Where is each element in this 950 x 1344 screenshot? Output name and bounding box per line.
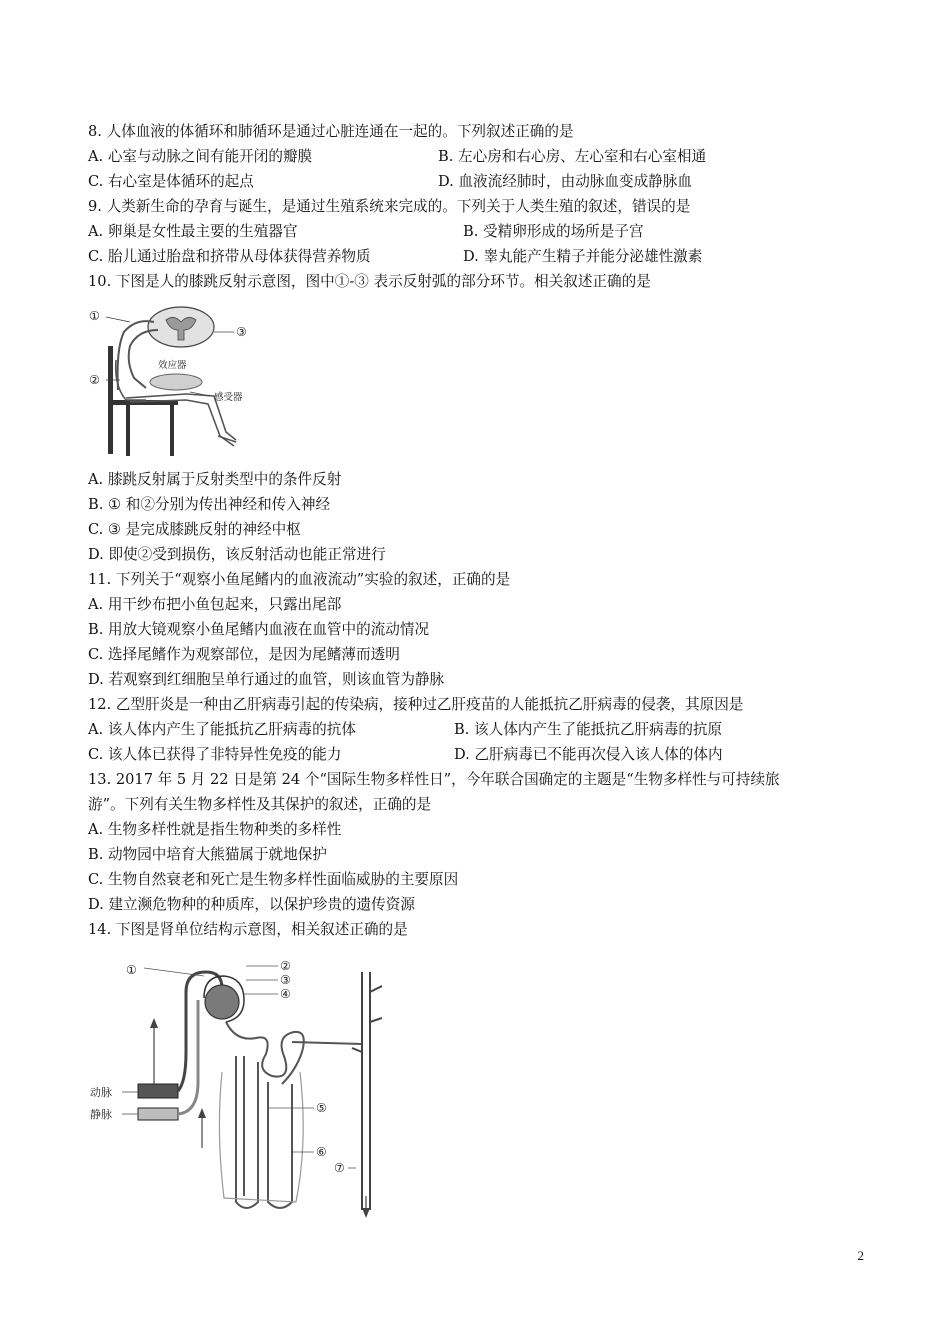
thigh-muscle <box>150 374 202 390</box>
q11-option-a: A. 用干纱布把小鱼包起来，只露出尾部 <box>88 596 342 613</box>
knee-jerk-reflex-figure <box>86 300 276 462</box>
q10-option-d: D. 即使②受到损伤，该反射活动也能正常进行 <box>88 546 386 563</box>
q13-option-a: A. 生物多样性就是指生物种类的多样性 <box>88 821 342 838</box>
spinal-cord-section <box>148 307 214 347</box>
renal-tubule <box>226 1022 362 1208</box>
q13-option-d: D. 建立濒危物种的种质库，以保护珍贵的遗传资源 <box>88 896 415 913</box>
q10-option-b: B. ① 和②分别为传出神经和传入神经 <box>88 496 331 513</box>
q10-option-c: C. ③ 是完成膝跳反射的神经中枢 <box>88 521 301 538</box>
glomerulus <box>204 976 244 1022</box>
q8-option-d: D. 血液流经肺时，由动脉血变成静脉血 <box>438 173 692 190</box>
q14-stem: 14. 下图是肾单位结构示意图，相关叙述正确的是 <box>88 921 408 938</box>
label-2: ② <box>89 373 100 387</box>
nephron-structure-figure <box>86 952 386 1220</box>
label-n4: ④ <box>280 987 291 1001</box>
label-n3: ③ <box>280 973 291 987</box>
q10-stem: 10. 下图是人的膝跳反射示意图，图中①-③ 表示反射弧的部分环节。相关叙述正确的是 <box>88 273 651 290</box>
label-n7: ⑦ <box>334 1161 345 1175</box>
vein-label: 静脉 <box>90 1108 112 1121</box>
label-n2: ② <box>280 959 291 973</box>
q9-option-c: C. 胎儿通过胎盘和挤带从母体获得营养物质 <box>88 248 371 265</box>
label-n5: ⑤ <box>316 1101 327 1115</box>
label-1: ① <box>89 309 100 323</box>
receptor-label: 感受器 <box>214 392 243 403</box>
q12-stem: 12. 乙型肝炎是一种由乙肝病毒引起的传染病，接种过乙肝疫苗的人能抵抗乙肝病毒的侵袭，其原因是 <box>88 696 744 713</box>
q8-option-c: C. 右心室是体循环的起点 <box>88 173 254 190</box>
q13-option-c: C. 生物自然衰老和死亡是生物多样性面临威胁的主要原因 <box>88 871 459 888</box>
q12-option-a: A. 该人体内产生了能抵抗乙肝病毒的抗体 <box>88 721 356 738</box>
q12-option-d: D. 乙肝病毒已不能再次侵入该人体的体内 <box>454 746 723 763</box>
effector-label: 效应器 <box>158 360 187 371</box>
q9-option-d: D. 睾丸能产生精子并能分泌雄性激素 <box>463 248 703 265</box>
collecting-duct <box>352 972 382 1210</box>
q8-option-a: A. 心室与动脉之间有能开闭的瓣膜 <box>88 148 313 165</box>
q9-stem: 9. 人类新生命的孕育与诞生，是通过生殖系统来完成的。下列关于人类生殖的叙述，错误的是 <box>88 198 691 215</box>
q13-stem-line1: 13. 2017 年 5 月 22 日是第 24 个“国际生物多样性日”，今年联合国确定的主题是“生物多样性与可持续旅 <box>88 771 780 788</box>
label-3: ③ <box>236 325 247 339</box>
q13-stem-line2: 游”。下列有关生物多样性及其保护的叙述，正确的是 <box>88 796 432 813</box>
q11-option-c: C. 选择尾鳍作为观察部位，是因为尾鳍薄而透明 <box>88 646 400 663</box>
q9-option-a: A. 卵巢是女性最主要的生殖器官 <box>88 223 298 240</box>
q10-option-a: A. 膝跳反射属于反射类型中的条件反射 <box>88 471 342 488</box>
q8-option-b: B. 左心房和右心房、左心室和右心室相通 <box>438 148 707 165</box>
q12-option-b: B. 该人体内产生了能抵抗乙肝病毒的抗原 <box>454 721 723 738</box>
page-number: 2 <box>857 1248 864 1263</box>
label-n1: ① <box>126 963 137 977</box>
label-n6: ⑥ <box>316 1145 327 1159</box>
q13-option-b: B. 动物园中培育大熊猫属于就地保护 <box>88 846 327 863</box>
q8-stem: 8. 人体血液的体循环和肺循环是通过心脏连通在一起的。下列叙述正确的是 <box>88 123 574 140</box>
artery-label: 动脉 <box>90 1086 112 1099</box>
q11-stem: 11. 下列关于“观察小鱼尾鳍内的血液流动”实验的叙述，正确的是 <box>88 571 511 588</box>
q11-option-d: D. 若观察到红细胞呈单行通过的血管，则该血管为静脉 <box>88 671 445 688</box>
q11-option-b: B. 用放大镜观察小鱼尾鳍内血液在血管中的流动情况 <box>88 621 430 638</box>
q9-option-b: B. 受精卵形成的场所是子宫 <box>463 223 644 240</box>
q12-option-c: C. 该人体已获得了非特异性免疫的能力 <box>88 746 342 763</box>
